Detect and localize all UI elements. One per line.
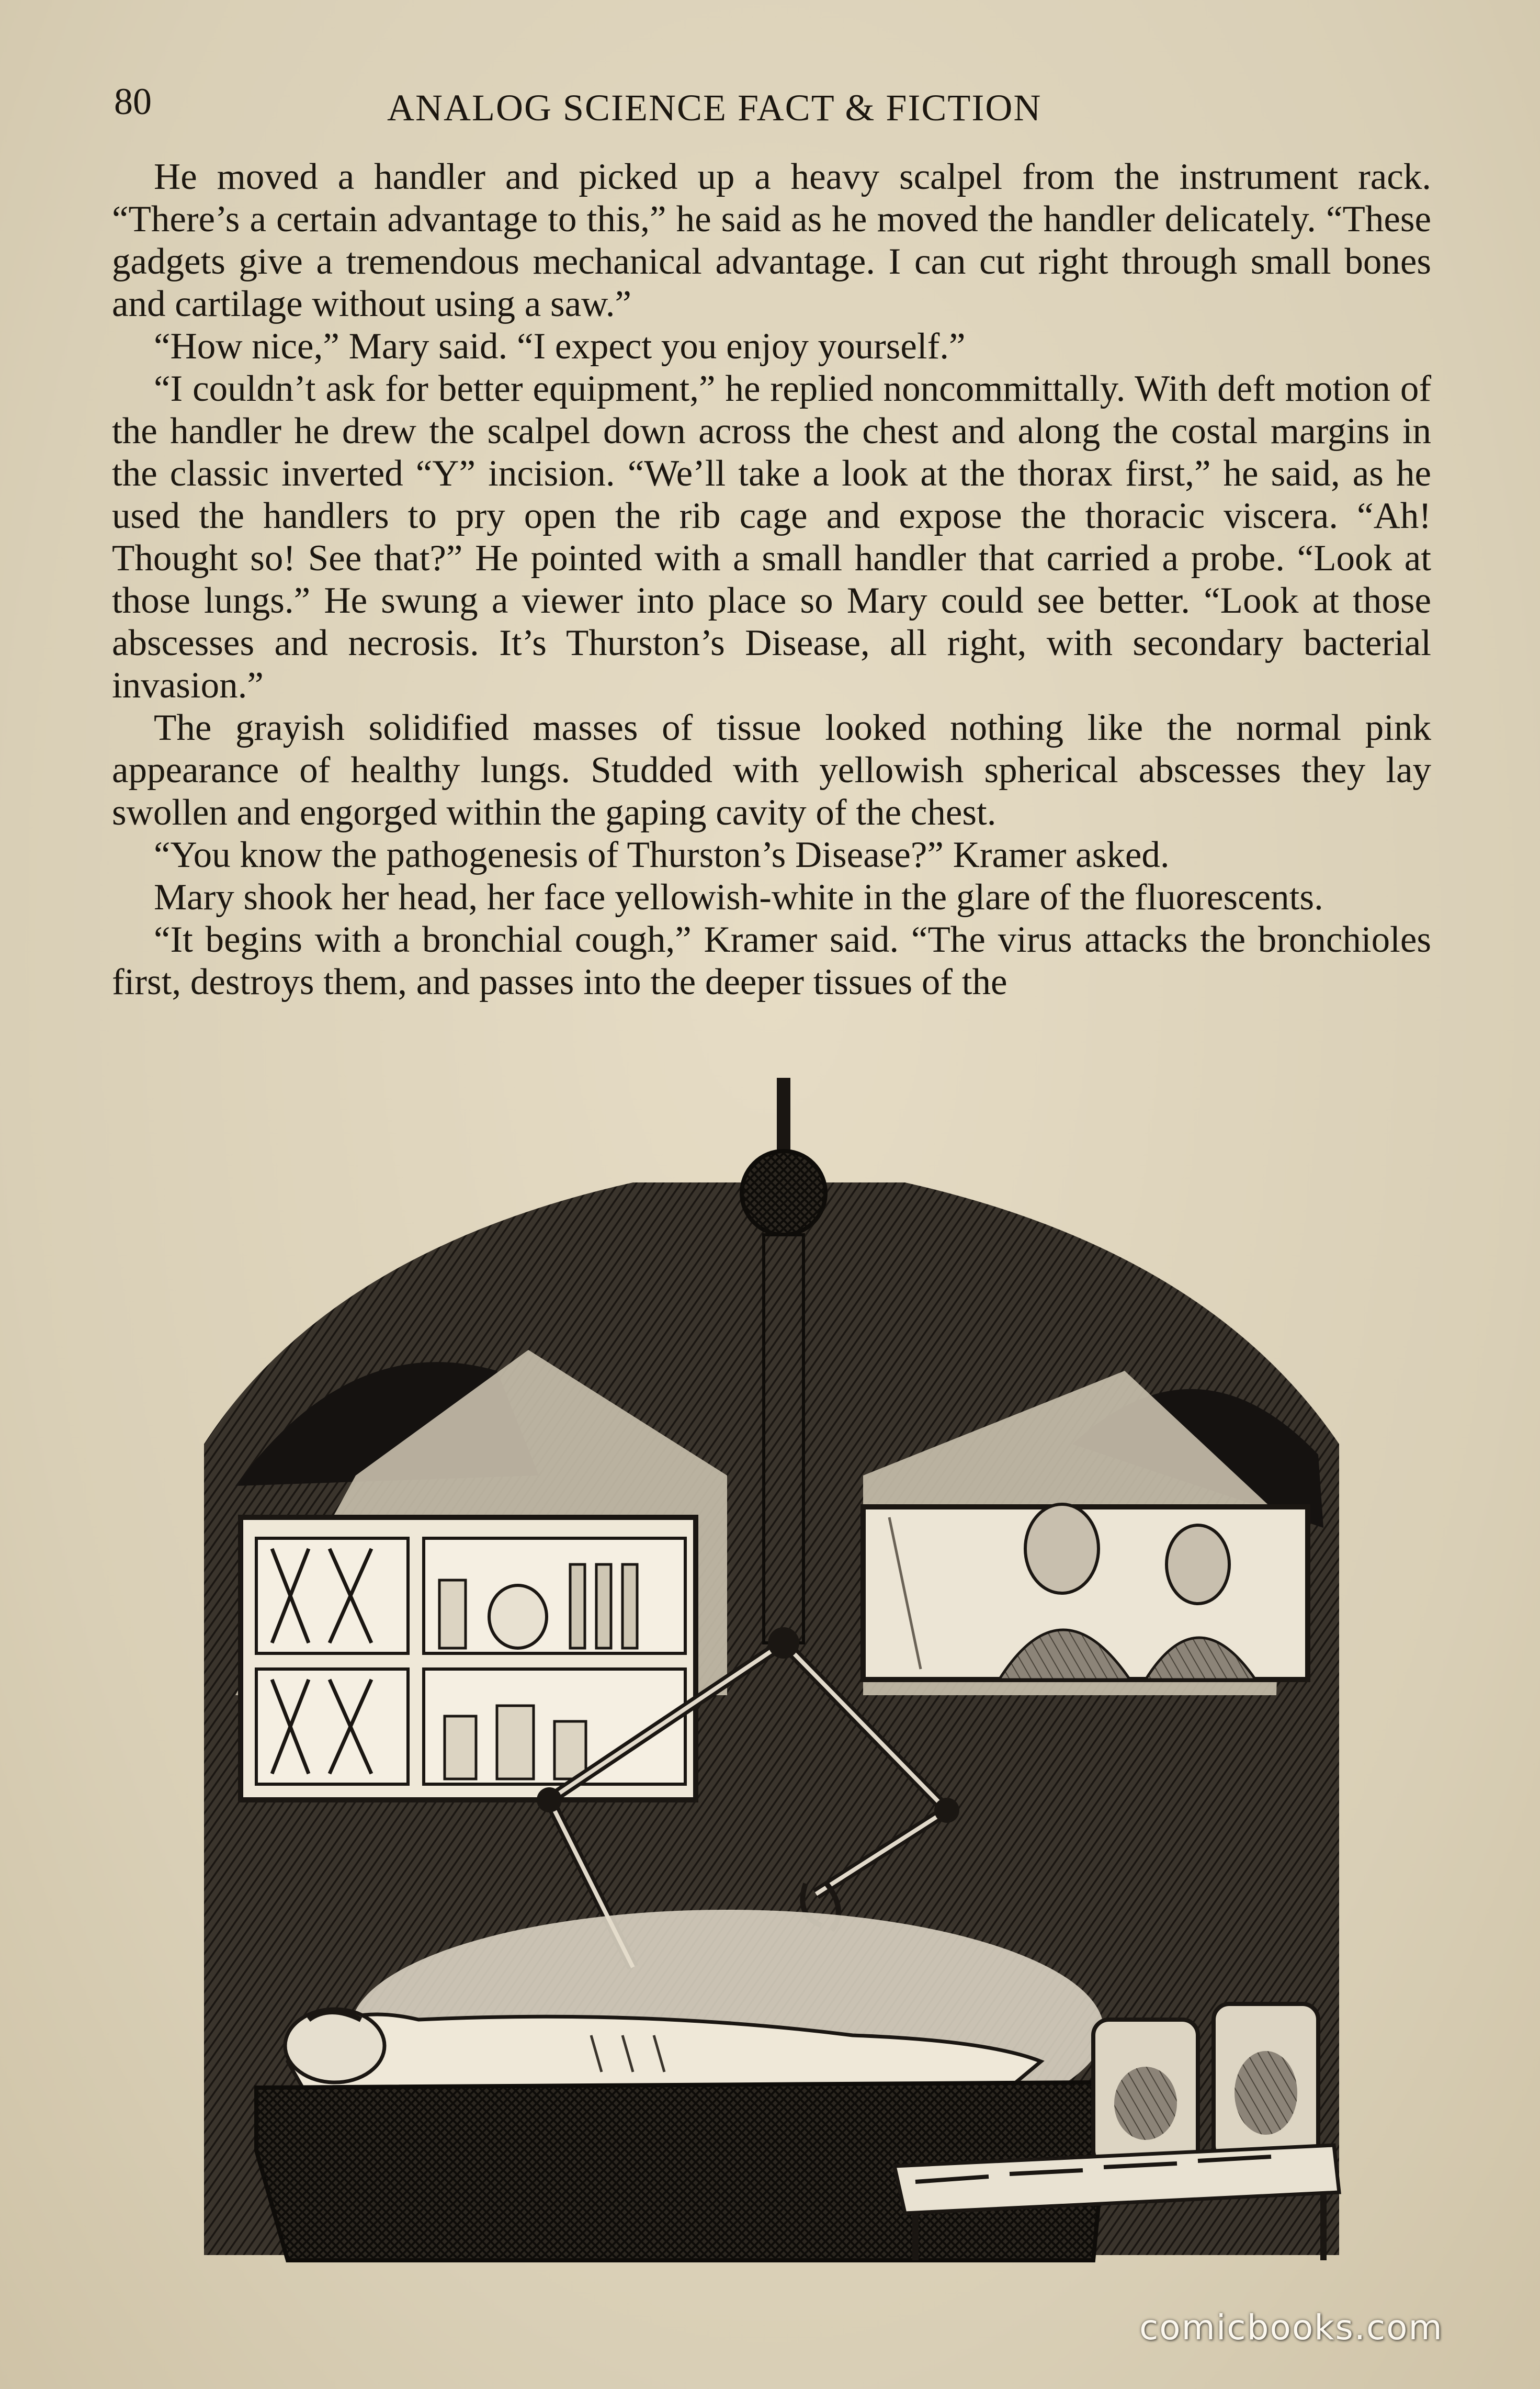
paragraph: “You know the pathogenesis of Thurston’s Disease?” Kramer asked. <box>154 835 1170 875</box>
instrument-cabinet <box>241 1517 696 1800</box>
running-title: ANALOG SCIENCE FACT & FICTION <box>387 87 1042 129</box>
paragraph: Mary shook her head, her face yellowish-white in the glare of the fluorescents. <box>154 877 1323 918</box>
watermark: comicbooks.com <box>1139 2307 1443 2348</box>
story-text <box>112 156 1431 1004</box>
paragraph: “How nice,” Mary said. “I expect you enjoy yourself.” <box>154 326 966 367</box>
paragraph: He moved a handler and picked up a heavy scalpel from the instrument rack. “There’s a certain advantage to this,” he said as he moved the handler delicately. “These gadgets give a tremendous mechanical advantage. I can cut right through small bones and cartilage without using a saw.” <box>112 156 1431 324</box>
page-number: 80 <box>114 81 152 122</box>
autopsy-room-illustration <box>173 1078 1371 2281</box>
paragraph: The grayish solidified masses of tissue looked nothing like the normal pink appearance of healthy lungs. Studded with yellowish spherical abscesses they lay swollen and engorged within the gaping cavity of the chest. <box>112 707 1431 833</box>
paragraph: “I couldn’t ask for better equipment,” he replied noncommittally. With deft motion of the handler he drew the scalpel down across the chest and along the costal margins in the classic inverted “Y” incision. “We’ll take a look at the thorax first,” he said, as he used the handlers to pry open the rib cage and expose the thoracic viscera. “Ah! Thought so! See that?” He pointed with a small handler that carried a probe. “Look at those lungs.” He swung a viewer into place so Mary could see better. “Look at those abscesses and necrosis. It’s Thurston’s Disease, all right, with secondary bacterial invasion.” <box>112 368 1431 706</box>
observation-window <box>863 1504 1308 1680</box>
paragraph: “It begins with a bronchial cough,” Kramer said. “The virus attacks the bronchioles first, destroys them, and passes into the deeper tissues of the <box>112 919 1431 1002</box>
